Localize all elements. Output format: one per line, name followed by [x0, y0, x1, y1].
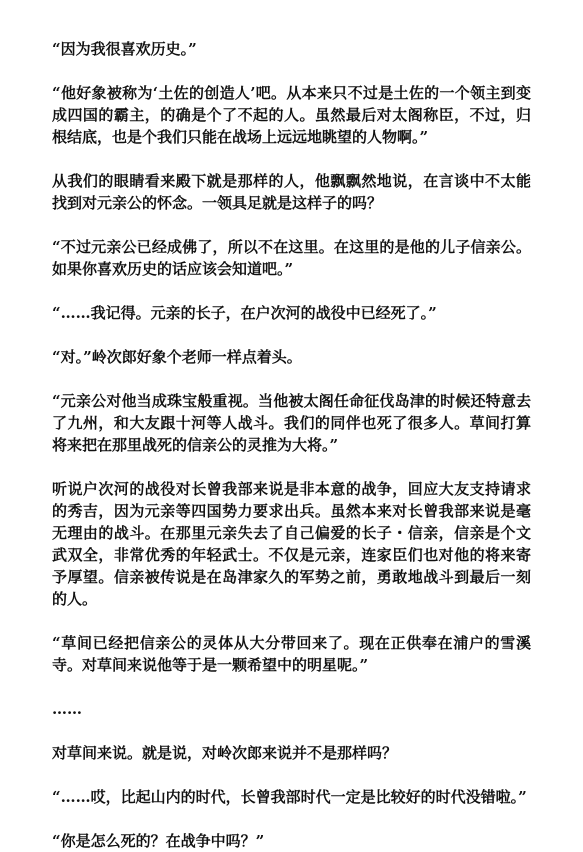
paragraph-6: “对。”岭次郎好象个老师一样点着头。	[52, 348, 302, 366]
paragraph-10: ……	[52, 700, 82, 718]
paragraph-4: “不过元亲公已经成佛了，所以不在这里。在这里的是他的儿子信亲公。如果你喜欢历史的话应该会知道吧。”	[52, 238, 531, 278]
paragraph-1: “因为我很喜欢历史。”	[52, 40, 197, 58]
paragraph-11: 对草间来说。就是说，对岭次郎来说并不是那样吗？	[52, 744, 398, 762]
paragraph-2: “他好象被称为‘土佐的创造人’吧。从本来只不过是土佐的一个领主到变成四国的霸主，的确是个了不起的人。虽然最后对太阁称臣，不过，归根结底，也是个我们只能在战场上远远地眺望的人物啊。”	[52, 84, 531, 146]
paragraph-13: “你是怎么死的？在战争中吗？”	[52, 832, 265, 850]
paragraph-8: 听说户次河的战役对长曾我部来说是非本意的战争，回应大友支持请求的秀吉，因为元亲等四国势力要求出兵。虽然本来对长曾我部来说是毫无理由的战斗。在那里元亲失去了自己偏爱的长子・信亲，信亲是个文武双全，非常优秀的年轻武士。不仅是元亲，连家臣们也对他的将来寄予厚望。信亲被传说是在岛津家久的军势之前，勇敢地战斗到最后一刻的人。	[52, 480, 531, 608]
paragraph-3: 从我们的眼睛看来殿下就是那样的人，他飘飘然地说，在言谈中不太能找到对元亲公的怀念。一领具足就是这样子的吗？	[52, 172, 531, 212]
paragraph-9: “草间已经把信亲公的灵体从大分带回来了。现在正供奉在浦户的雪溪寺。对草间来说他等于是一颗希望中的明星呢。”	[52, 634, 531, 674]
paragraph-12: “……哎，比起山内的时代，长曾我部时代一定是比较好的时代没错啦。”	[52, 788, 527, 806]
paragraph-7: “元亲公对他当成珠宝般重视。当他被太阁任命征伐岛津的时候还特意去了九州，和大友跟十河等人战斗。我们的同伴也死了很多人。草间打算将来把在那里战死的信亲公的灵推为大将。”	[52, 392, 531, 454]
paragraph-5: “……我记得。元亲的长子，在户次河的战役中已经死了。”	[52, 304, 437, 322]
